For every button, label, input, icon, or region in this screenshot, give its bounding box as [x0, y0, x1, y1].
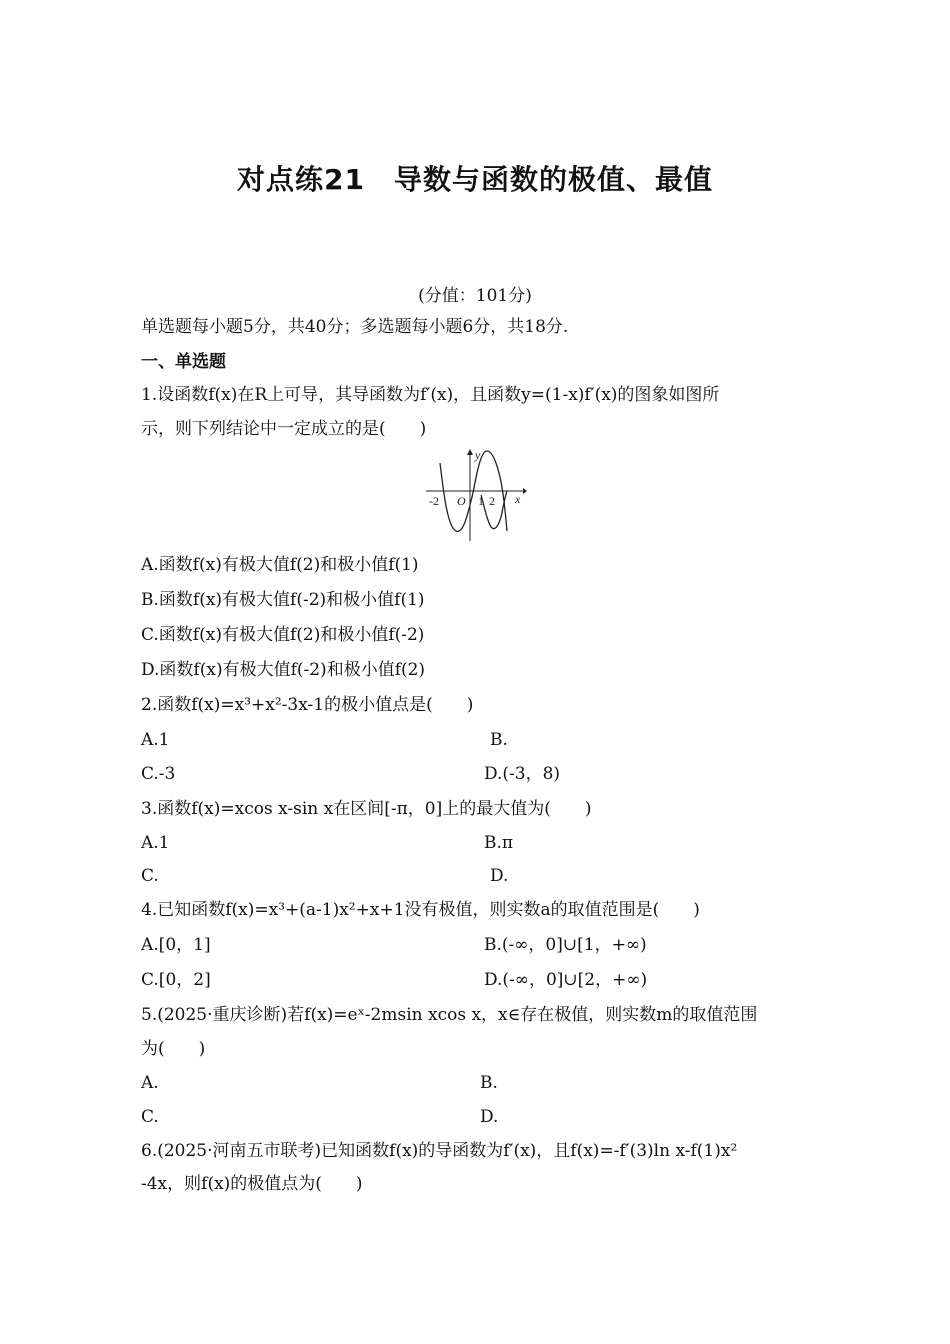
q1-stem-line1: 1.设函数f(x)在R上可导，其导函数为f′(x)，且函数y=(1-x)f′(x)的图象如图所	[141, 385, 720, 405]
q3-option-a: A.1	[141, 833, 170, 853]
q5-option-c: C.	[141, 1107, 159, 1127]
q4-option-b: B.(-∞，0]∪[1，+∞)	[484, 935, 647, 955]
section-heading: 一、单选题	[141, 352, 226, 372]
tick-label-1: 1	[478, 494, 484, 508]
tick-label-2: 2	[489, 494, 495, 508]
q4-stem: 4.已知函数f(x)=x³+(a-1)x²+x+1没有极值，则实数a的取值范围是( )	[141, 900, 700, 920]
q1-function-graph	[423, 447, 528, 543]
q5-option-b: B.	[480, 1073, 498, 1093]
q3-stem: 3.函数f(x)=xcos x-sin x在区间[-π，0]上的最大值为( )	[141, 799, 592, 819]
q1-option-c: C.函数f(x)有极大值f(2)和极小值f(-2)	[141, 625, 425, 645]
y-axis-label: y	[475, 448, 481, 462]
tick-label-neg2: -2	[429, 494, 439, 508]
q2-option-d: D.(-3，8)	[484, 764, 561, 784]
q3-option-b: B.π	[484, 833, 514, 853]
q4-option-c: C.[0，2]	[141, 970, 211, 990]
page-title: 对点练21 导数与函数的极值、最值	[237, 163, 713, 196]
x-axis-arrow	[523, 488, 527, 494]
x-axis-label: x	[515, 492, 521, 506]
q2-option-b: B.	[490, 730, 508, 750]
q1-option-a: A.函数f(x)有极大值f(2)和极小值f(1)	[141, 555, 419, 575]
q1-option-b: B.函数f(x)有极大值f(-2)和极小值f(1)	[141, 590, 425, 610]
q2-option-c: C.-3	[141, 764, 176, 784]
q5-option-d: D.	[480, 1107, 499, 1127]
q6-stem-line1: 6.(2025·河南五市联考)已知函数f(x)的导函数为f′(x)，且f(x)=-f′(3)ln x-f(1)x²	[141, 1141, 738, 1161]
origin-label: O	[457, 494, 466, 508]
q3-option-c: C.	[141, 866, 159, 886]
q1-option-d: D.函数f(x)有极大值f(-2)和极小值f(2)	[141, 660, 426, 680]
q4-option-a: A.[0，1]	[141, 935, 211, 955]
q5-option-a: A.	[141, 1073, 159, 1093]
q5-stem-line2: 为( )	[141, 1039, 206, 1059]
q3-option-d: D.	[490, 866, 509, 886]
scoring-rule: 单选题每小题5分，共40分；多选题每小题6分，共18分.	[141, 317, 569, 337]
q6-stem-line2: -4x，则f(x)的极值点为( )	[141, 1174, 363, 1194]
q4-option-d: D.(-∞，0]∪[2，+∞)	[484, 970, 648, 990]
q2-stem: 2.函数f(x)=x³+x²-3x-1的极小值点是( )	[141, 695, 474, 715]
q5-stem-line1: 5.(2025·重庆诊断)若f(x)=eˣ-2msin xcos x，x∈存在极值，则实数m的取值范围	[141, 1005, 758, 1025]
q2-option-a: A.1	[141, 730, 170, 750]
y-axis-arrow	[467, 449, 473, 455]
q1-stem-line2: 示，则下列结论中一定成立的是( )	[141, 419, 427, 439]
score-note: (分值：101分)	[418, 286, 532, 306]
